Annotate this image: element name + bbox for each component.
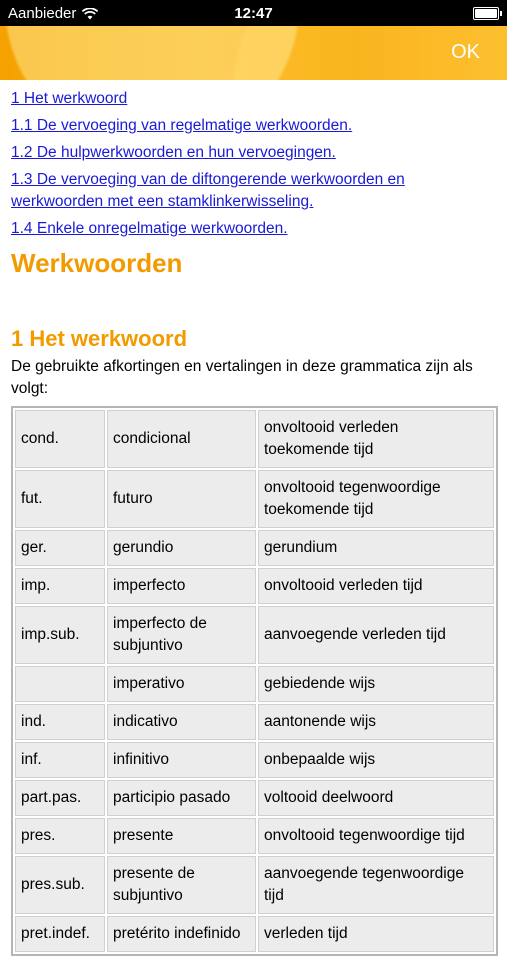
toc-link[interactable]: 1.1 De vervoeging van regelmatige werkwoorden. — [11, 117, 353, 134]
toc-link[interactable]: 1 Het werkwoord — [11, 90, 128, 107]
table-row — [15, 856, 494, 914]
abbreviation-cell: pres. — [15, 818, 105, 854]
dutch-translation-cell: voltooid deelwoord — [258, 780, 494, 816]
spanish-term-cell: participio pasado — [107, 780, 256, 816]
abbreviation-cell: imp. — [15, 568, 105, 604]
spanish-term-cell: futuro — [107, 470, 256, 528]
abbreviation-cell: pret.indef. — [15, 916, 105, 952]
spanish-term-cell: imperativo — [107, 666, 256, 702]
spanish-term-cell: infinitivo — [107, 742, 256, 778]
abbreviation-table — [11, 406, 498, 956]
abbreviation-cell: ger. — [15, 530, 105, 566]
table-row — [15, 410, 494, 468]
header-bar — [0, 26, 507, 80]
spanish-term-cell: imperfecto — [107, 568, 256, 604]
abbreviation-cell: fut. — [15, 470, 105, 528]
toc-link[interactable]: 1.3 De vervoeging van de diftongerende werkwoorden en werkwoorden met een stamklinkerwisseling. — [11, 171, 405, 210]
spanish-term-cell: indicativo — [107, 704, 256, 740]
table-row — [15, 780, 494, 816]
table-row — [15, 470, 494, 528]
status-bar — [0, 0, 507, 26]
toc-link[interactable]: 1.2 De hulpwerkwoorden en hun vervoegingen. — [11, 144, 336, 161]
spanish-term-cell: imperfecto de subjuntivo — [107, 606, 256, 664]
ok-button[interactable]: OK — [451, 41, 480, 63]
table-row — [15, 606, 494, 664]
toc-link[interactable]: 1.4 Enkele onregelmatige werkwoorden. — [11, 220, 288, 237]
dutch-translation-cell: onvoltooid verleden toekomende tijd — [258, 410, 494, 468]
dutch-translation-cell: onbepaalde wijs — [258, 742, 494, 778]
abbreviation-cell — [15, 666, 105, 702]
spanish-term-cell: condicional — [107, 410, 256, 468]
dutch-translation-cell: gerundium — [258, 530, 494, 566]
section-heading: 1 Het werkwoord — [11, 326, 188, 351]
abbreviation-cell: ind. — [15, 704, 105, 740]
section-intro: De gebruikte afkortingen en vertalingen in deze grammatica zijn als volgt: — [11, 358, 473, 397]
spanish-term-cell: presente de subjuntivo — [107, 856, 256, 914]
table-of-contents — [11, 88, 497, 240]
table-row — [15, 530, 494, 566]
dutch-translation-cell: onvoltooid verleden tijd — [258, 568, 494, 604]
spanish-term-cell: presente — [107, 818, 256, 854]
abbreviation-cell: cond. — [15, 410, 105, 468]
page-title: Werkwoorden — [11, 248, 183, 278]
table-row — [15, 742, 494, 778]
dutch-translation-cell: aantonende wijs — [258, 704, 494, 740]
dutch-translation-cell: verleden tijd — [258, 916, 494, 952]
abbreviation-cell: part.pas. — [15, 780, 105, 816]
dutch-translation-cell: onvoltooid tegenwoordige toekomende tijd — [258, 470, 494, 528]
abbreviation-cell: imp.sub. — [15, 606, 105, 664]
dutch-translation-cell: aanvoegende tegenwoordige tijd — [258, 856, 494, 914]
table-row — [15, 818, 494, 854]
table-row — [15, 666, 494, 702]
table-row — [15, 916, 494, 952]
content — [11, 88, 497, 956]
table-row — [15, 568, 494, 604]
dutch-translation-cell: aanvoegende verleden tijd — [258, 606, 494, 664]
abbreviation-cell: pres.sub. — [15, 856, 105, 914]
clock: 12:47 — [234, 5, 273, 22]
table-row — [15, 704, 494, 740]
spanish-term-cell: gerundio — [107, 530, 256, 566]
dutch-translation-cell: onvoltooid tegenwoordige tijd — [258, 818, 494, 854]
abbreviation-cell: inf. — [15, 742, 105, 778]
battery-icon — [473, 7, 499, 20]
carrier-label: Aanbieder — [8, 5, 77, 22]
dutch-translation-cell: gebiedende wijs — [258, 666, 494, 702]
spanish-term-cell: pretérito indefinido — [107, 916, 256, 952]
